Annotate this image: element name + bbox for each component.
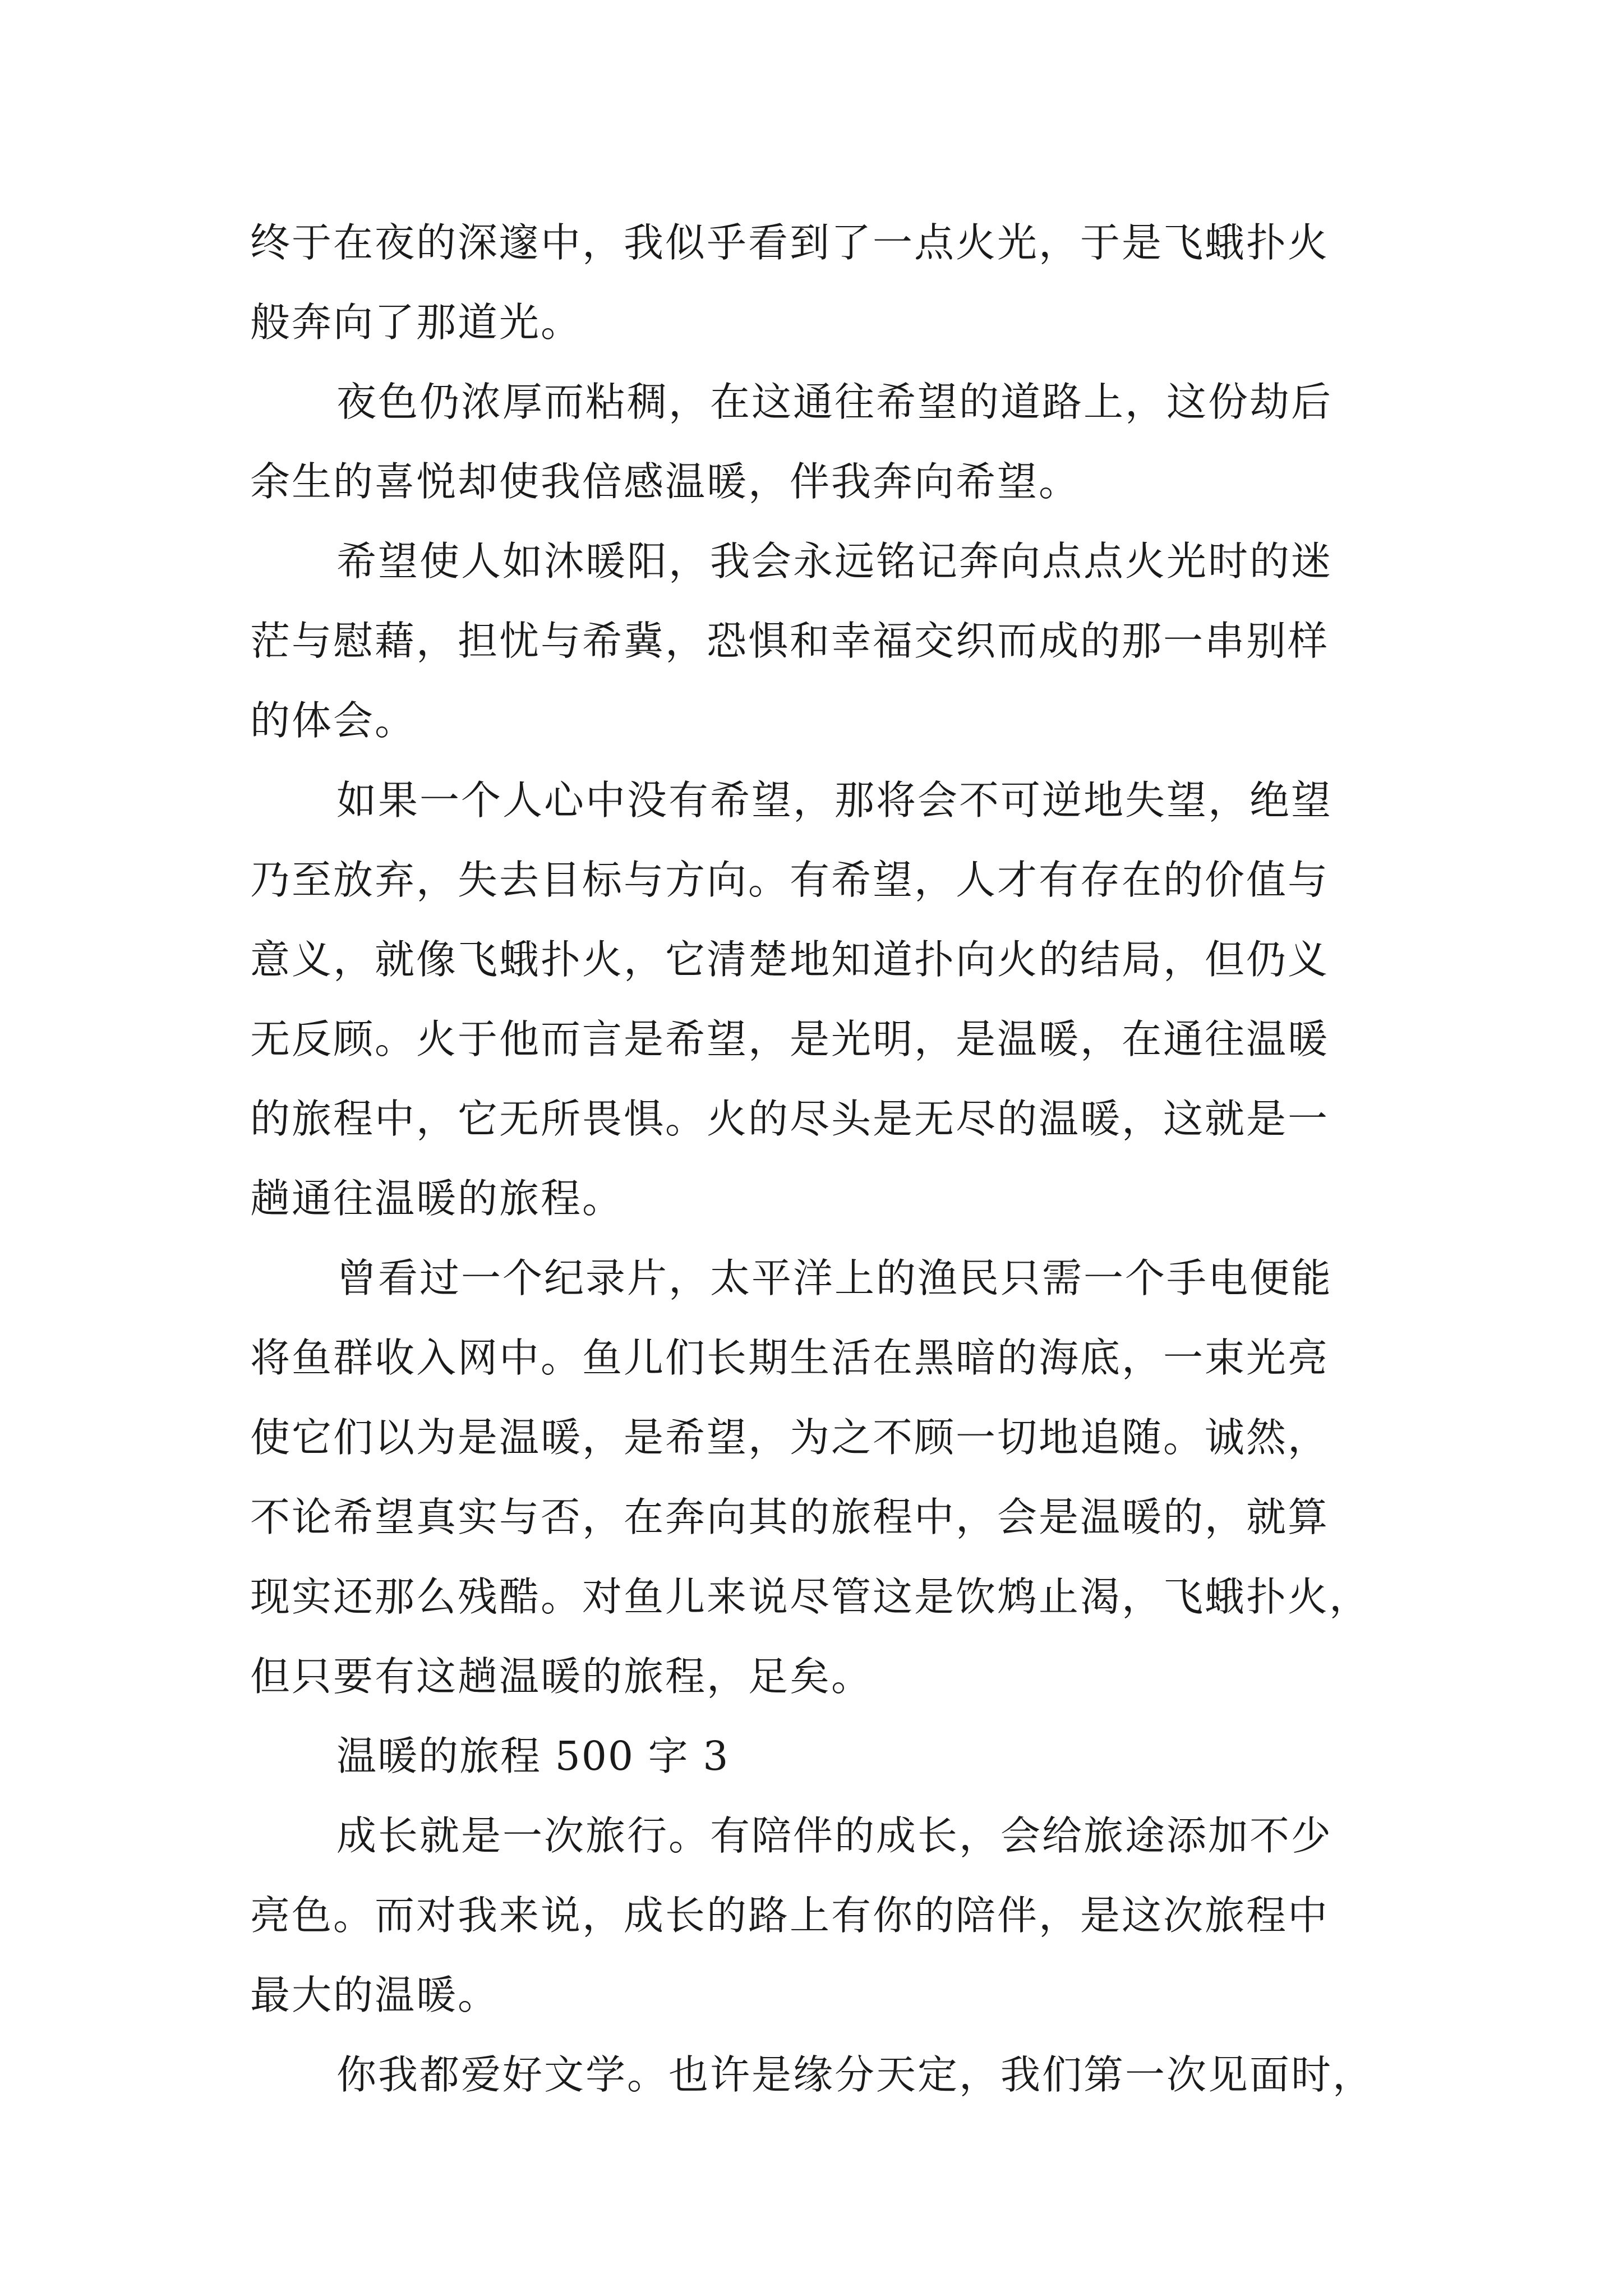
- text-line: 使它们以为是温暖，是希望，为之不顾一切地追随。诚然，: [250, 1414, 1330, 1461]
- text-line: 不论希望真实与否，在奔向其的旅程中，会是温暖的，就算: [250, 1494, 1330, 1540]
- paragraph-first-line: 希望使人如沐暖阳，我会永远铭记奔向点点火光时的迷: [336, 538, 1333, 585]
- text-line: 现实还那么残酷。对鱼儿来说尽管这是饮鸩止渴，飞蛾扑火，: [250, 1573, 1371, 1620]
- text-line: 意义，就像飞蛾扑火，它清楚地知道扑向火的结局，但仍义: [250, 936, 1330, 983]
- paragraph-first-line: 如果一个人心中没有希望，那将会不可逆地失望，绝望: [336, 777, 1333, 823]
- text-line: 茫与慰藉，担忧与希冀，恐惧和幸福交织而成的那一串别样: [250, 618, 1330, 664]
- text-line: 乃至放弃，失去目标与方向。有希望，人才有存在的价值与: [250, 857, 1330, 903]
- section-heading: 温暖的旅程 500 字 3: [336, 1733, 730, 1779]
- text-line: 趟通往温暖的旅程。: [250, 1175, 624, 1222]
- paragraph-first-line: 你我都爱好文学。也许是缘分天定，我们第一次见面时，: [336, 2051, 1375, 2098]
- text-line: 般奔向了那道光。: [250, 299, 583, 346]
- text-line: 无反顾。火于他而言是希望，是光明，是温暖，在通往温暖: [250, 1016, 1330, 1062]
- text-line: 的体会。: [250, 697, 417, 744]
- text-line: 的旅程中，它无所畏惧。火的尽头是无尽的温暖，这就是一: [250, 1096, 1330, 1142]
- text-line: 将鱼群收入网中。鱼儿们长期生活在黑暗的海底，一束光亮: [250, 1335, 1330, 1381]
- text-line: 最大的温暖。: [250, 1972, 500, 2018]
- text-line: 但只要有这趟温暖的旅程，足矣。: [250, 1653, 873, 1700]
- paragraph-first-line: 成长就是一次旅行。有陪伴的成长，会给旅途添加不少: [336, 1812, 1333, 1859]
- text-line: 亮色。而对我来说，成长的路上有你的陪伴，是这次旅程中: [250, 1892, 1330, 1939]
- paragraph-first-line: 曾看过一个纪录片，太平洋上的渔民只需一个手电便能: [336, 1255, 1333, 1301]
- paragraph-first-line: 夜色仍浓厚而粘稠，在这通往希望的道路上，这份劫后: [336, 379, 1333, 425]
- text-line: 余生的喜悦却使我倍感温暖，伴我奔向希望。: [250, 458, 1081, 505]
- text-line: 终于在夜的深邃中，我似乎看到了一点火光，于是飞蛾扑火: [250, 219, 1330, 266]
